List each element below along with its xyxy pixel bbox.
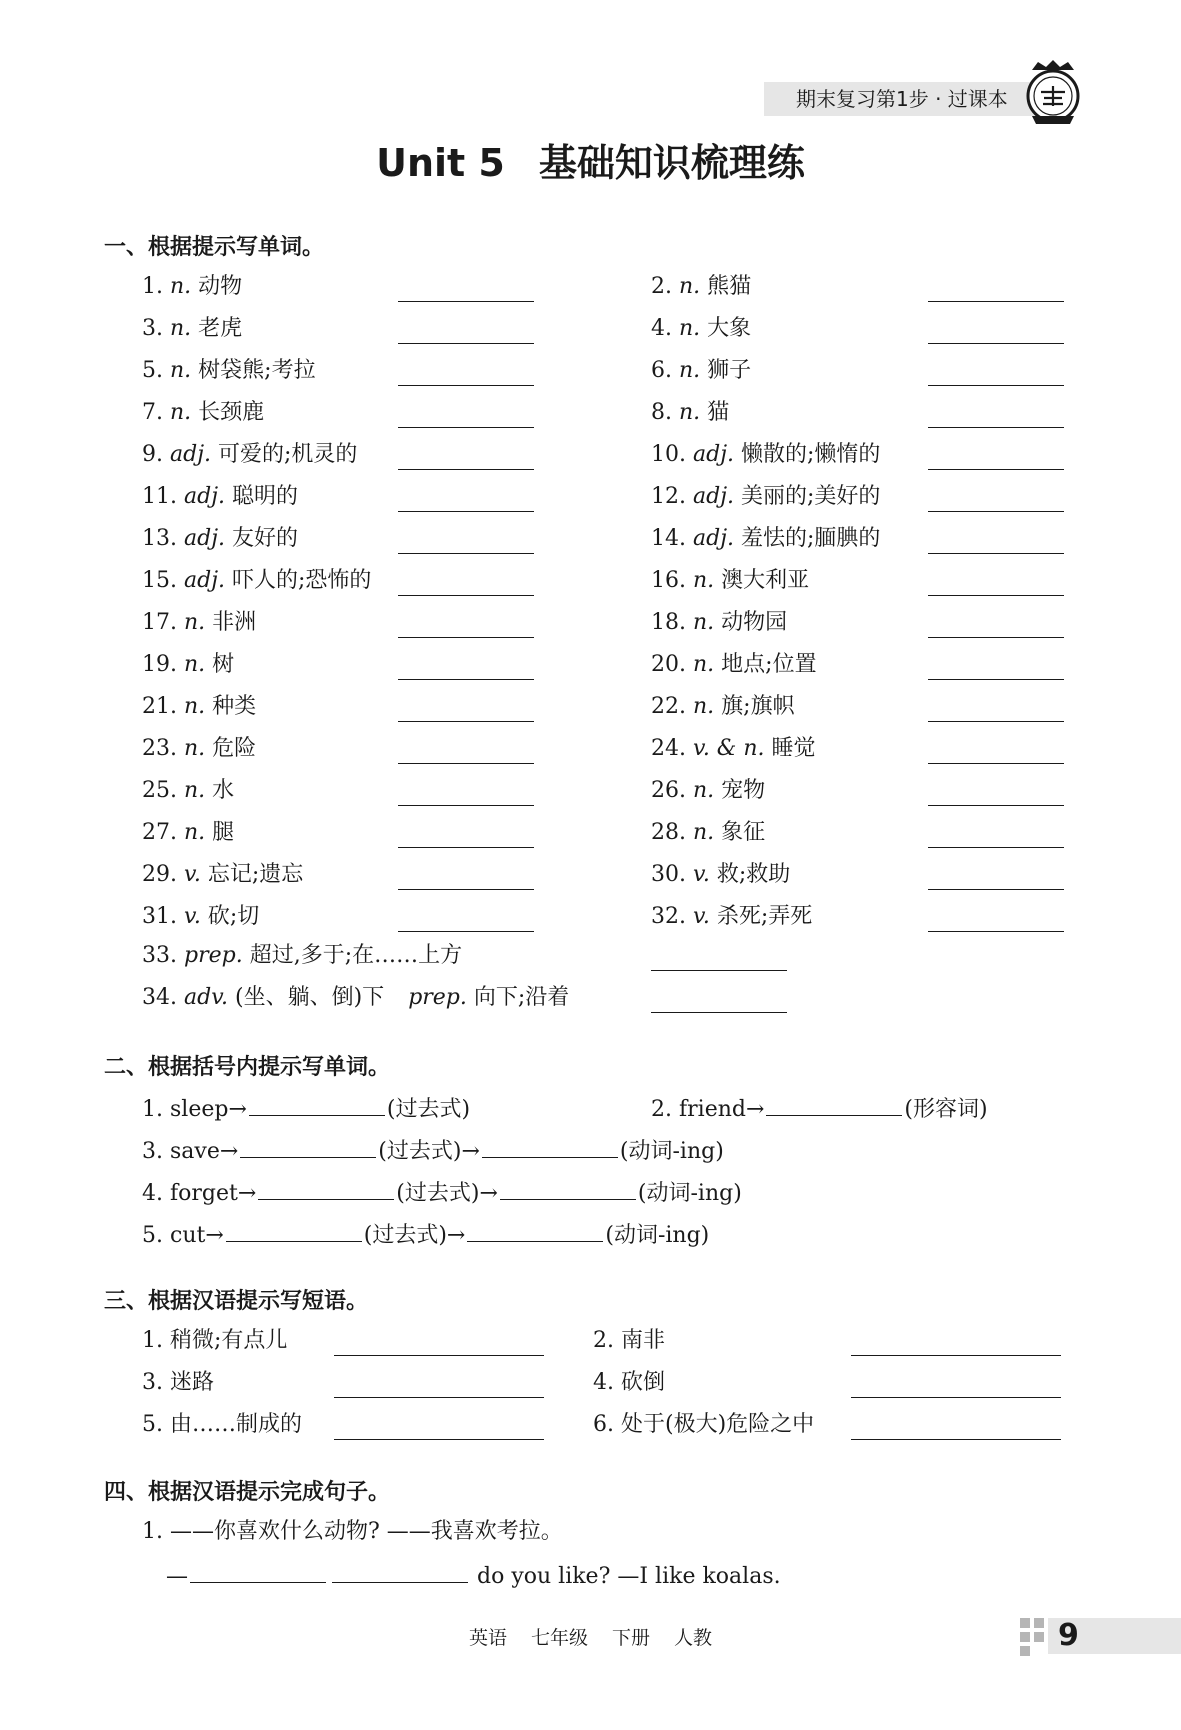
section4-answer-line-1: — do you like? —I like koalas. <box>166 1560 781 1592</box>
answer-blank[interactable] <box>332 1560 468 1583</box>
section1-item-22: 22. n. 旗;旗帜 <box>651 694 795 719</box>
answer-blank-4[interactable] <box>928 343 1064 344</box>
section1-item-26: 26. n. 宠物 <box>651 778 766 803</box>
section1-item-2: 2. n. 熊猫 <box>651 274 752 299</box>
answer-blank[interactable] <box>226 1219 362 1242</box>
answer-blank-33[interactable] <box>651 970 787 971</box>
section3-heading: 三、根据汉语提示写短语。 <box>104 1289 369 1314</box>
section3-item-6: 6. 处于(极大)危险之中 <box>593 1412 815 1437</box>
section1-item-29: 29. v. 忘记;遗忘 <box>142 862 304 887</box>
section1-item-6: 6. n. 狮子 <box>651 358 752 383</box>
section2-item-4: 4. forget→ (过去式)→ (动词-ing) <box>142 1177 742 1209</box>
answer-blank-9[interactable] <box>398 469 534 470</box>
section1-item-24: 24. v. & n. 睡觉 <box>651 736 816 761</box>
page-title <box>0 138 1181 188</box>
section2-item-5: 5. cut→ (过去式)→ (动词-ing) <box>142 1219 709 1251</box>
answer-blank-7[interactable] <box>398 427 534 428</box>
answer-blank-16[interactable] <box>928 595 1064 596</box>
section1-item-3: 3. n. 老虎 <box>142 316 243 341</box>
section1-item-1: 1. n. 动物 <box>142 274 243 299</box>
header-title: 期末复习第1步 · 过课本 <box>796 87 1008 111</box>
section1-item-30: 30. v. 救;救助 <box>651 862 791 887</box>
answer-blank[interactable] <box>258 1177 394 1200</box>
answer-blank-26[interactable] <box>928 805 1064 806</box>
footer-subject: 英语 <box>468 1627 507 1649</box>
page-number: 9 <box>1058 1618 1079 1653</box>
section1-item-28: 28. n. 象征 <box>651 820 766 845</box>
section1-item-17: 17. n. 非洲 <box>142 610 257 635</box>
section1-item-25: 25. n. 水 <box>142 778 235 803</box>
footer-grade: 七年级 <box>530 1627 588 1649</box>
answer-blank-1[interactable] <box>398 301 534 302</box>
answer-blank-2[interactable] <box>928 301 1064 302</box>
answer-blank[interactable] <box>766 1093 902 1116</box>
answer-blank-34[interactable] <box>651 1012 787 1013</box>
answer-blank[interactable] <box>249 1093 385 1116</box>
answer-blank-5[interactable] <box>398 385 534 386</box>
answer-blank[interactable] <box>851 1439 1061 1440</box>
answer-blank-28[interactable] <box>928 847 1064 848</box>
section4-question-1: 1. ——你喜欢什么动物? ——我喜欢考拉。 <box>142 1519 563 1544</box>
section1-item-23: 23. n. 危险 <box>142 736 257 761</box>
decor-square <box>1034 1618 1044 1628</box>
answer-blank-27[interactable] <box>398 847 534 848</box>
section1-item-32: 32. v. 杀死;弄死 <box>651 904 813 929</box>
section1-item-8: 8. n. 猫 <box>651 400 730 425</box>
section1-item-31: 31. v. 砍;切 <box>142 904 260 929</box>
section1-item-14: 14. adj. 羞怯的;腼腆的 <box>651 526 881 551</box>
section1-item-4: 4. n. 大象 <box>651 316 752 341</box>
section1-item-11: 11. adj. 聪明的 <box>142 484 299 509</box>
answer-blank-6[interactable] <box>928 385 1064 386</box>
answer-blank[interactable] <box>467 1219 603 1242</box>
decor-square <box>1020 1632 1030 1642</box>
publisher-seal-icon <box>1024 58 1082 128</box>
answer-blank-23[interactable] <box>398 763 534 764</box>
answer-blank-12[interactable] <box>928 511 1064 512</box>
answer-blank-31[interactable] <box>398 931 534 932</box>
section2-item-3: 3. save→ (过去式)→ (动词-ing) <box>142 1135 724 1167</box>
answer-blank[interactable] <box>334 1397 544 1398</box>
answer-blank-3[interactable] <box>398 343 534 344</box>
section1-item-20: 20. n. 地点;位置 <box>651 652 817 677</box>
answer-blank[interactable] <box>334 1439 544 1440</box>
footer-volume: 下册 <box>612 1627 651 1649</box>
answer-blank-17[interactable] <box>398 637 534 638</box>
decor-square <box>1020 1646 1030 1656</box>
section1-item-12: 12. adj. 美丽的;美好的 <box>651 484 881 509</box>
answer-blank-20[interactable] <box>928 679 1064 680</box>
section1-item-27: 27. n. 腿 <box>142 820 235 845</box>
answer-blank-19[interactable] <box>398 679 534 680</box>
section1-item-10: 10. adj. 懒散的;懒惰的 <box>651 442 881 467</box>
title-subtitle: 基础知识梳理练 <box>538 141 805 185</box>
decor-square <box>1020 1618 1030 1628</box>
answer-blank-11[interactable] <box>398 511 534 512</box>
page-footer <box>0 1623 1181 1653</box>
answer-blank-10[interactable] <box>928 469 1064 470</box>
section2-item-2: 2. friend→ (形容词) <box>651 1093 988 1125</box>
answer-blank-24[interactable] <box>928 763 1064 764</box>
decor-square <box>1034 1632 1044 1642</box>
answer-blank-18[interactable] <box>928 637 1064 638</box>
answer-blank-21[interactable] <box>398 721 534 722</box>
answer-blank-15[interactable] <box>398 595 534 596</box>
section4-heading: 四、根据汉语提示完成句子。 <box>104 1480 391 1505</box>
answer-blank-25[interactable] <box>398 805 534 806</box>
answer-blank-22[interactable] <box>928 721 1064 722</box>
answer-blank[interactable] <box>240 1135 376 1158</box>
section3-item-5: 5. 由……制成的 <box>142 1412 303 1437</box>
section1-item-18: 18. n. 动物园 <box>651 610 788 635</box>
section3-item-3: 3. 迷路 <box>142 1370 215 1395</box>
section1-item-34: 34. adv. (坐、躺、倒)下 prep. 向下;沿着 <box>142 985 570 1010</box>
answer-blank[interactable] <box>482 1135 618 1158</box>
answer-blank[interactable] <box>851 1355 1061 1356</box>
answer-blank[interactable] <box>190 1560 326 1583</box>
answer-blank[interactable] <box>500 1177 636 1200</box>
unit-label: Unit 5 <box>376 141 505 185</box>
answer-blank-8[interactable] <box>928 427 1064 428</box>
section1-item-33: 33. prep. 超过,多于;在……上方 <box>142 943 463 968</box>
answer-blank-30[interactable] <box>928 889 1064 890</box>
section1-item-16: 16. n. 澳大利亚 <box>651 568 810 593</box>
footer-publisher: 人教 <box>674 1627 713 1649</box>
section2-item-1: 1. sleep→ (过去式) <box>142 1093 470 1125</box>
section1-item-21: 21. n. 种类 <box>142 694 257 719</box>
answer-blank-29[interactable] <box>398 889 534 890</box>
section2-heading: 二、根据括号内提示写单词。 <box>104 1055 391 1080</box>
section1-heading: 一、根据提示写单词。 <box>104 235 325 260</box>
section1-item-15: 15. adj. 吓人的;恐怖的 <box>142 568 372 593</box>
section1-item-7: 7. n. 长颈鹿 <box>142 400 265 425</box>
answer-blank-13[interactable] <box>398 553 534 554</box>
answer-blank[interactable] <box>334 1355 544 1356</box>
section1-item-5: 5. n. 树袋熊;考拉 <box>142 358 316 383</box>
answer-blank-14[interactable] <box>928 553 1064 554</box>
section1-item-13: 13. adj. 友好的 <box>142 526 299 551</box>
answer-blank[interactable] <box>851 1397 1061 1398</box>
section1-item-9: 9. adj. 可爱的;机灵的 <box>142 442 358 467</box>
section3-item-1: 1. 稍微;有点儿 <box>142 1328 288 1353</box>
answer-blank-32[interactable] <box>928 931 1064 932</box>
section1-item-19: 19. n. 树 <box>142 652 235 677</box>
section3-item-2: 2. 南非 <box>593 1328 666 1353</box>
section3-item-4: 4. 砍倒 <box>593 1370 666 1395</box>
